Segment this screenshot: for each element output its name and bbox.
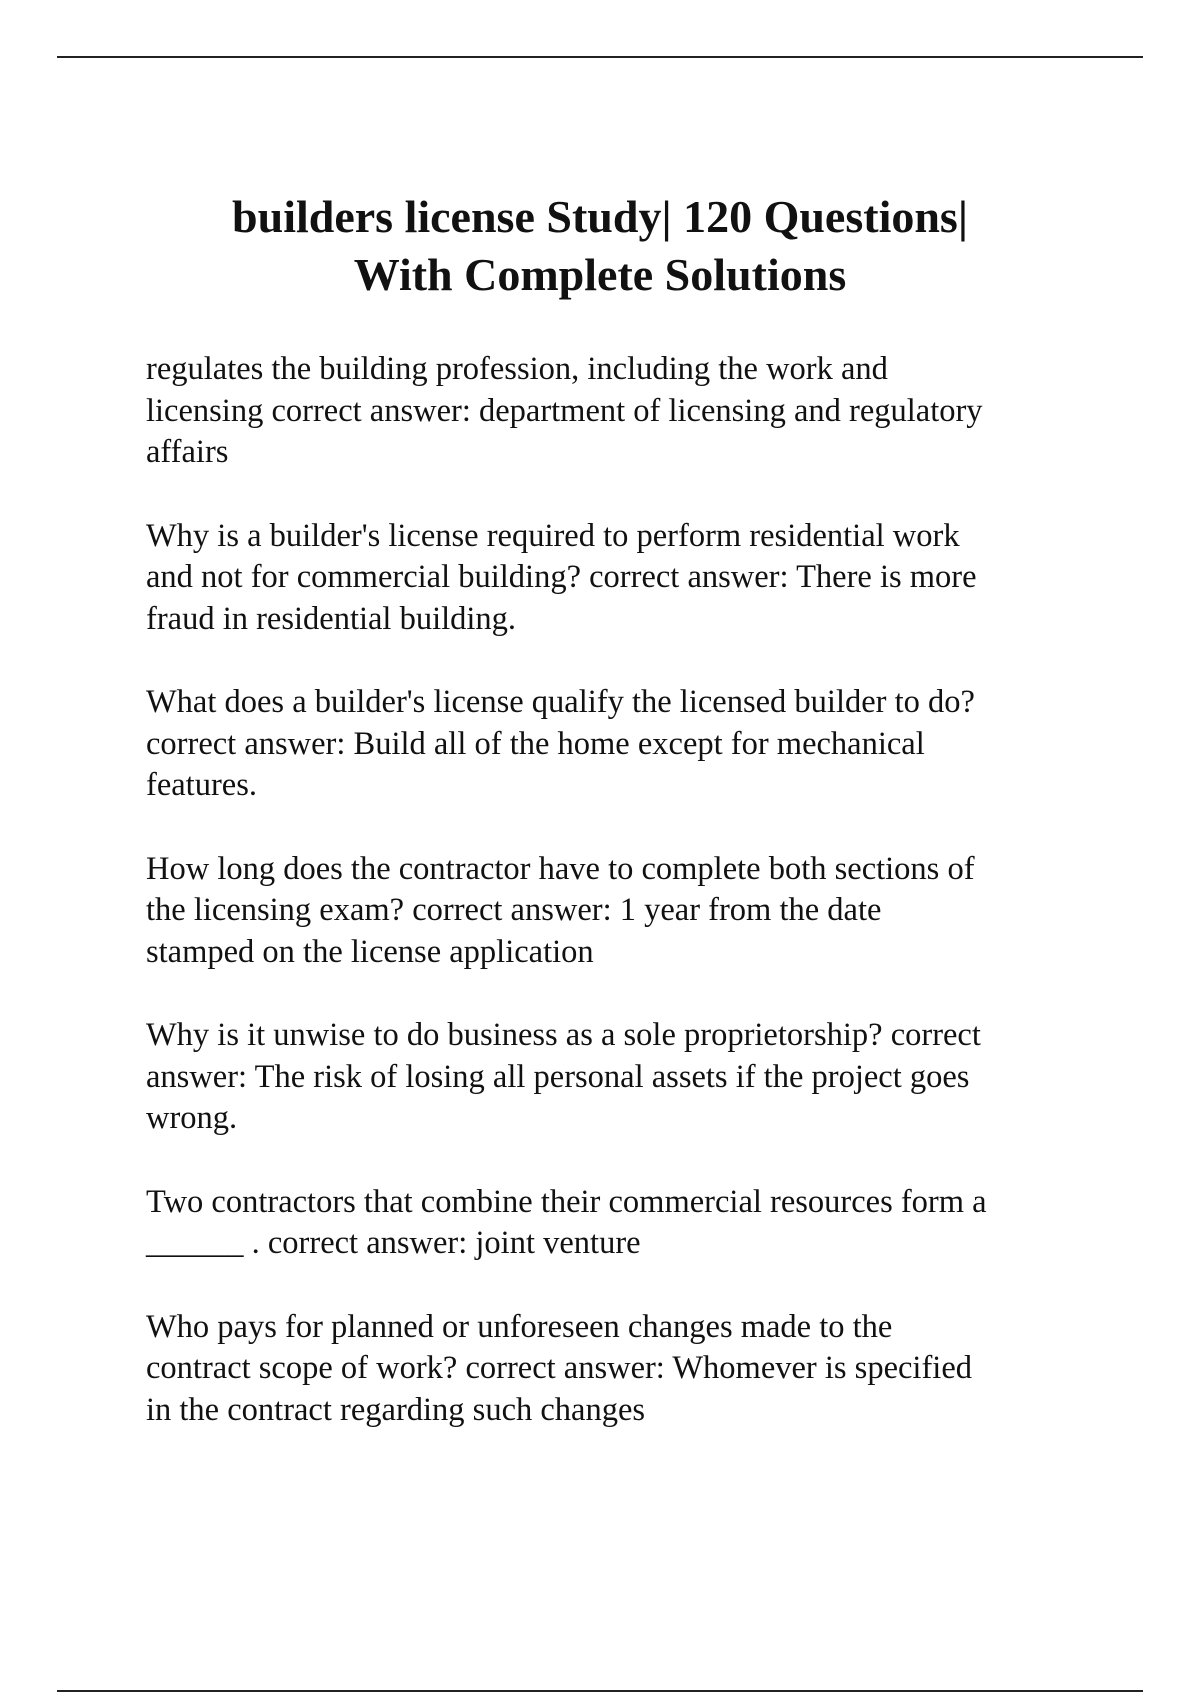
title-line-2: With Complete Solutions [353,249,847,300]
qa-item [146,1307,1106,1432]
qa-line: How long does the contractor have to complete both sections of [146,850,975,887]
qa-line: affairs [146,434,229,470]
qa-line: wrong. [146,1100,238,1136]
document-title [100,188,1100,304]
qa-line: stamped on the license application [146,933,594,970]
qa-line: regulates the building profession, including the work and [146,351,888,387]
qa-item [146,849,1106,974]
bottom-rule [57,1690,1143,1692]
qa-item [146,682,1106,807]
qa-line: answer: The risk of losing all personal assets if the project goes [146,1058,970,1095]
qa-line: What does a builder's license qualify the licensed builder to do? [146,684,975,720]
qa-item [146,516,1106,641]
qa-line: Two contractors that combine their commercial resources form a [146,1183,987,1220]
qa-line: Why is it unwise to do business as a sole proprietorship? correct [146,1017,981,1053]
question-list [146,349,1106,1473]
qa-line: the licensing exam? correct answer: 1 year from the date [146,892,882,928]
qa-item [146,1015,1106,1140]
qa-line: features. [146,767,257,803]
qa-line: ______ . correct answer: joint venture [146,1225,641,1261]
qa-line: contract scope of work? correct answer: Whomever is specified [146,1350,972,1386]
qa-line: Who pays for planned or unforeseen changes made to the [146,1308,893,1345]
qa-line: in the contract regarding such changes [146,1391,646,1428]
qa-line: Why is a builder's license required to perform residential work [146,517,960,554]
title-line-1: builders license Study| 120 Questions| [232,191,968,242]
top-rule [57,56,1143,58]
qa-line: licensing correct answer: department of licensing and regulatory [146,392,983,429]
qa-item [146,1182,1106,1265]
qa-item [146,349,1106,474]
qa-line: fraud in residential building. [146,600,517,637]
qa-line: and not for commercial building? correct answer: There is more [146,559,977,595]
qa-line: correct answer: Build all of the home except for mechanical [146,725,925,762]
